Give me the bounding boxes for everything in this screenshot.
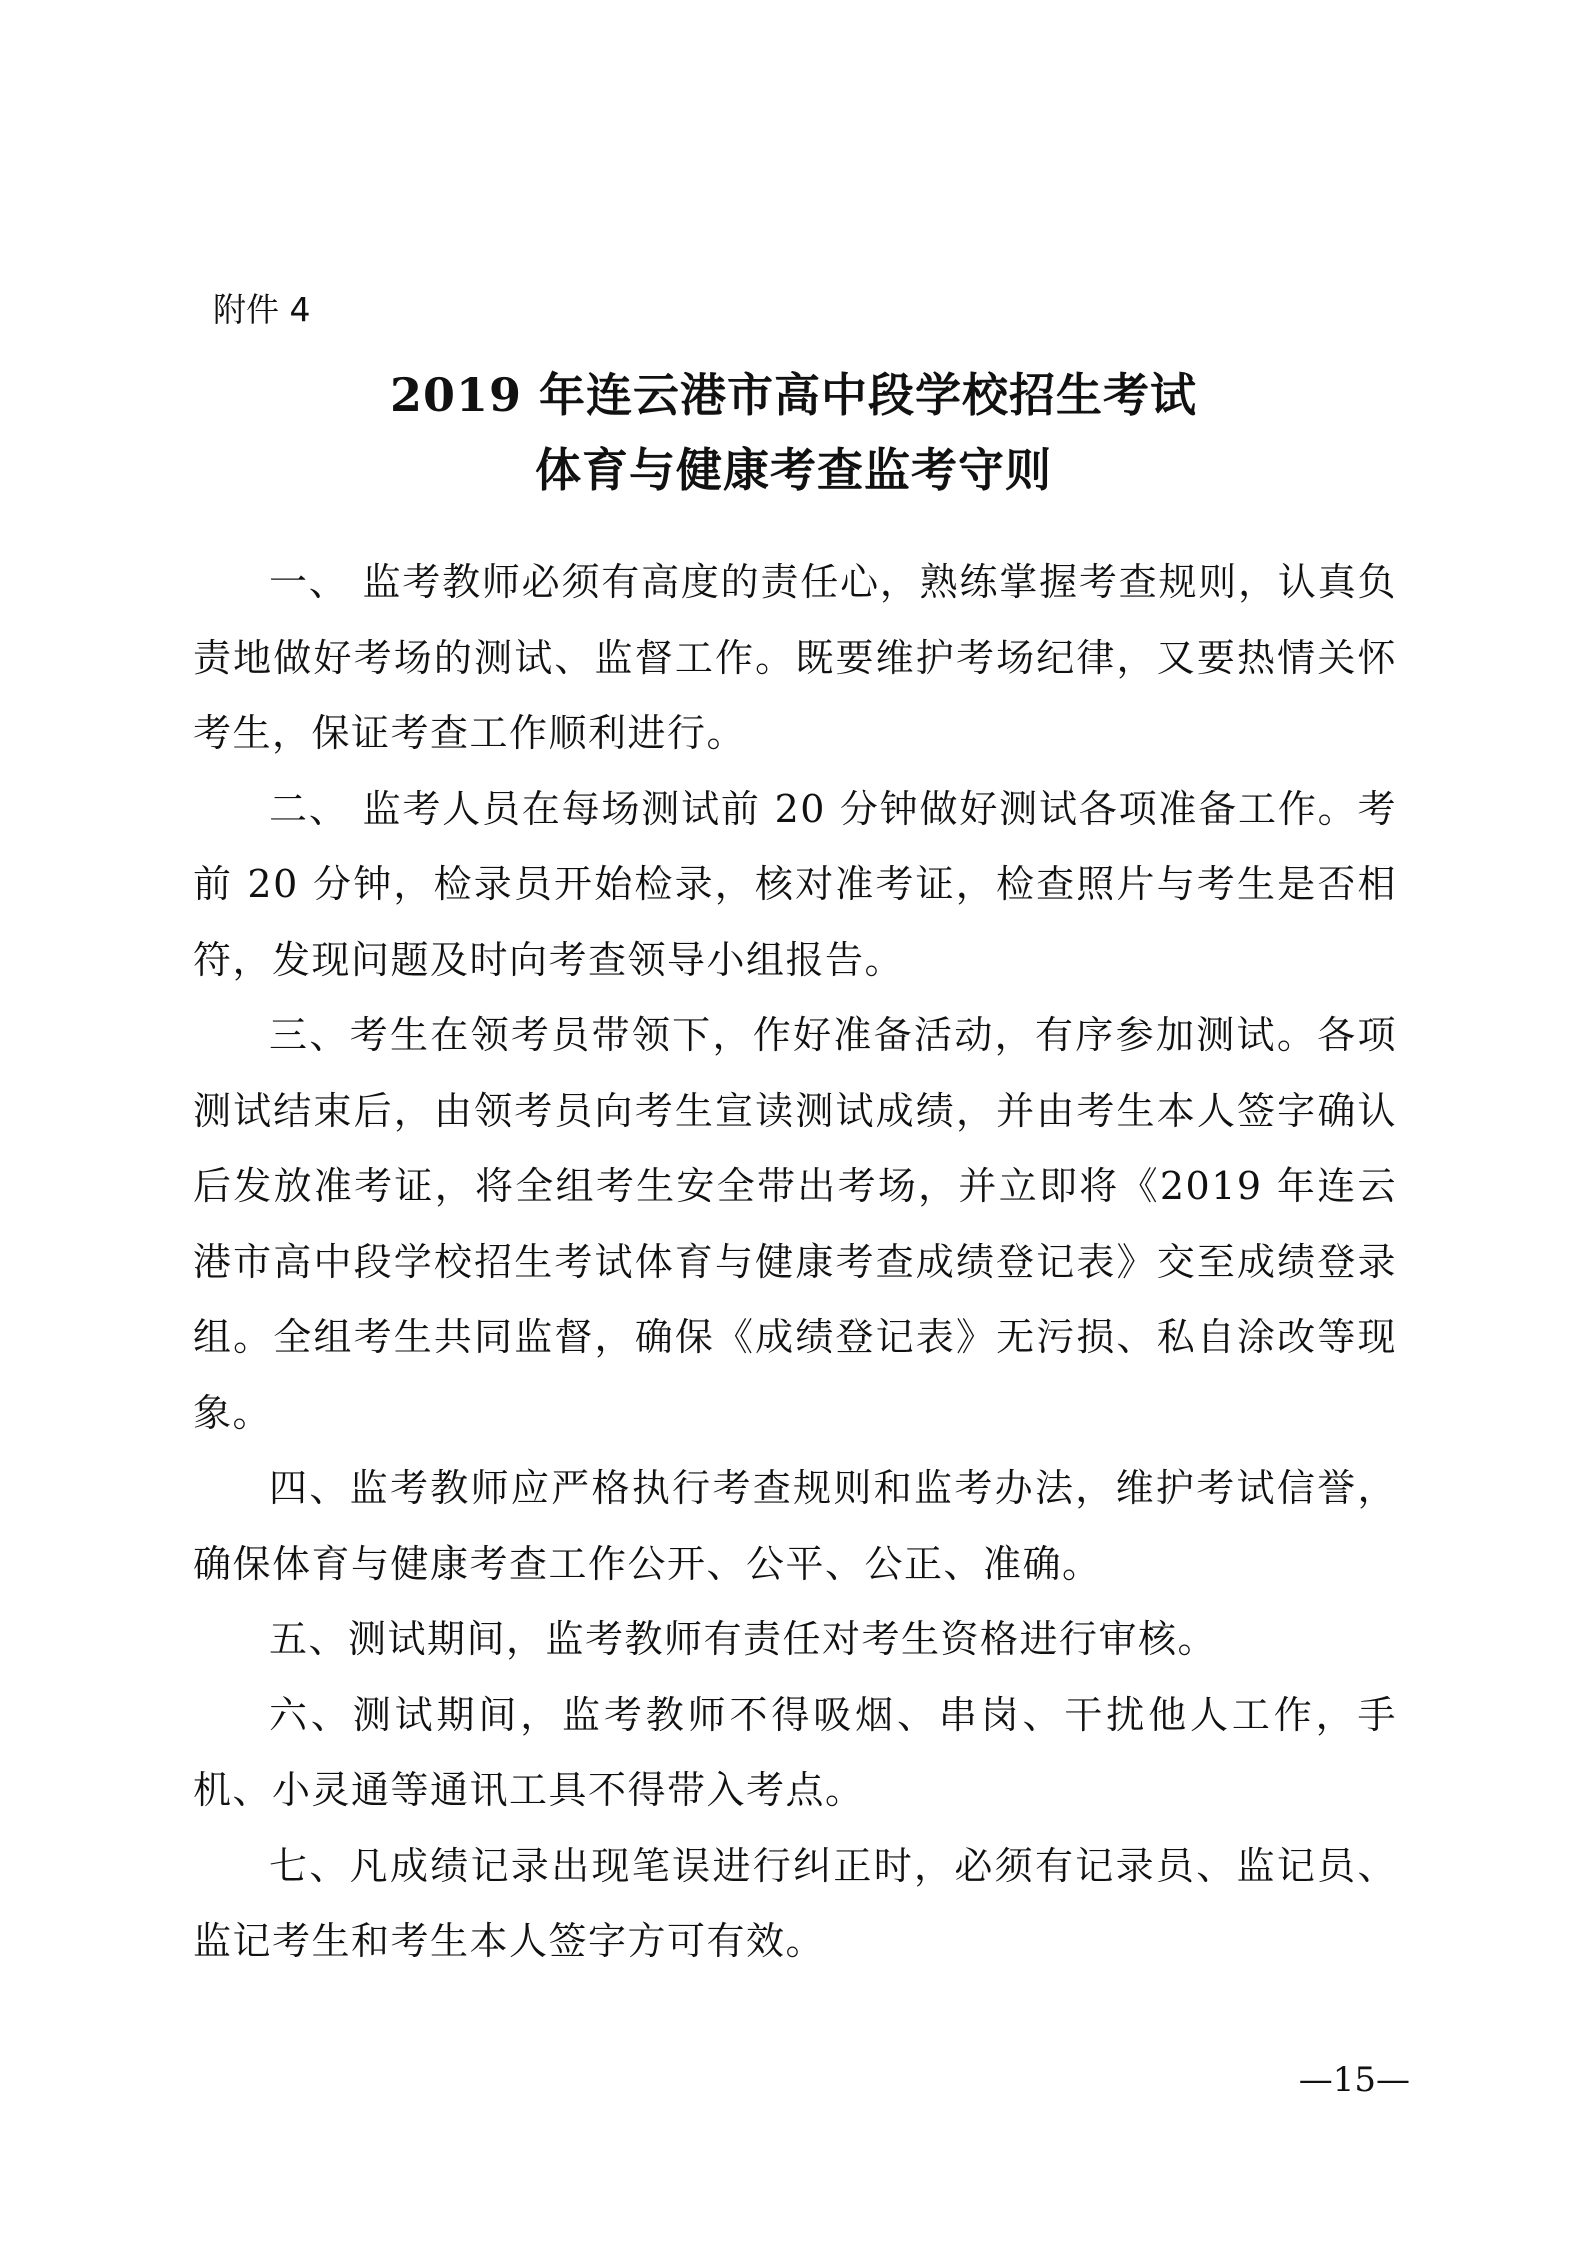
document-title-line-2: 体育与健康考查监考守则 — [535, 443, 1052, 497]
rule-paragraph-5: 五、测试期间，监考教师有责任对考生资格进行审核。 — [269, 1617, 1218, 1661]
attachment-label: 附件 4 — [213, 290, 311, 329]
rule-paragraph-2: 二、 监考人员在每场测试前 20 分钟做好测试各项准备工作。考前 20 分钟，检录员开始检录，核对准考证，检查照片与考生是否相符，发现问题及时向考查领导小组报告。 — [193, 786, 1397, 982]
rule-paragraph-7: 七、凡成绩记录出现笔误进行纠正时，必须有记录员、监记员、监记考生和考生本人签字方可有效。 — [193, 1843, 1397, 1963]
page-number: —15— — [1298, 2060, 1410, 2100]
rule-paragraph-1: 一、 监考教师必须有高度的责任心，熟练掌握考查规则，认真负责地做好考场的测试、监督工作。既要维护考场纪律，又要热情关怀考生，保证考查工作顺利进行。 — [193, 560, 1397, 755]
rule-paragraph-4: 四、监考教师应严格执行考查规则和监考办法，维护考试信誉，确保体育与健康考查工作公开、公平、公正、准确。 — [193, 1466, 1397, 1586]
document-body — [193, 545, 1397, 1980]
rule-paragraph-3: 三、考生在领考员带领下，作好准备活动，有序参加测试。各项测试结束后，由领考员向考生宣读测试成绩，并由考生本人签字确认后发放准考证，将全组考生安全带出考场，并立即将《2019 年连云港市高中段学校招生考试体育与健康考查成绩登记表》交至成绩登录组。全组考生共同监督，确保《成绩登记表》无污损、私自涂改等现象。 — [193, 1013, 1397, 1435]
rule-paragraph-6: 六、测试期间，监考教师不得吸烟、串岗、干扰他人工作，手机、小灵通等通讯工具不得带入考点。 — [193, 1692, 1397, 1812]
document-title-line-1: 2019 年连云港市高中段学校招生考试 — [389, 368, 1198, 422]
